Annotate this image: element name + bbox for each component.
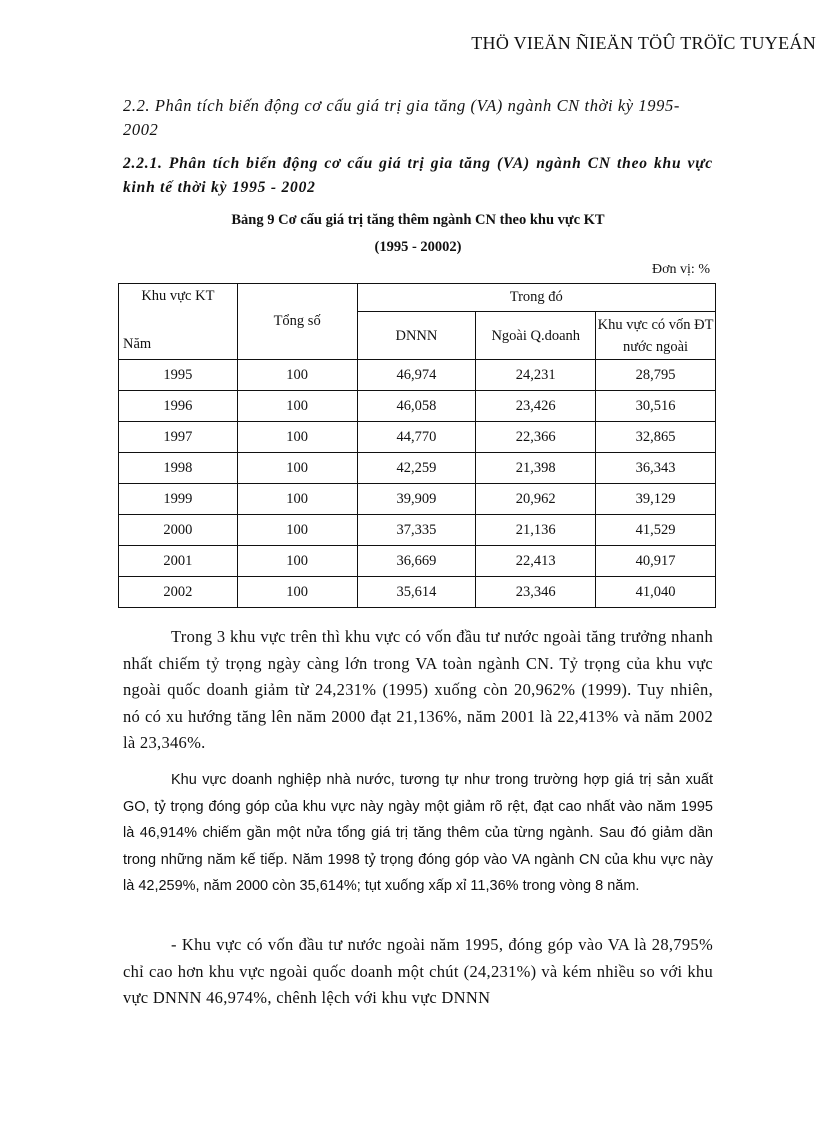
table-row (119, 360, 716, 391)
table-cell: 100 (237, 360, 357, 391)
header-tong-so: Tổng số (237, 284, 357, 360)
header-cell-khu-vuc (119, 284, 238, 360)
table-cell: 1996 (119, 391, 238, 422)
paragraph-3: - Khu vực có vốn đầu tư nước ngoài năm 1995, đóng góp vào VA là 28,795% chỉ cao hơn khu vực ngoài quốc doanh một chút (24,231%) và kém nhiều so với khu vực DNNN 46,974%, chênh lệch với khu vực DNNN (123, 935, 713, 1007)
table-cell: 23,426 (476, 391, 596, 422)
table-cell: 36,343 (596, 453, 716, 484)
running-header: THÖ VIEÄN ÑIEÄN TÖÛ TRÖÏC TUYEÁN (471, 33, 816, 53)
table-cell: 41,529 (596, 515, 716, 546)
table-unit: Đơn vị: % (652, 262, 710, 277)
table-cell: 39,909 (357, 484, 476, 515)
table-row (119, 515, 716, 546)
table-cell: 1995 (119, 360, 238, 391)
table-cell: 24,231 (476, 360, 596, 391)
table-cell: 2001 (119, 546, 238, 577)
table-cell: 28,795 (596, 360, 716, 391)
table-cell: 21,136 (476, 515, 596, 546)
table-cell: 100 (237, 515, 357, 546)
table-cell: 1999 (119, 484, 238, 515)
table-cell: 46,974 (357, 360, 476, 391)
table-cell: 100 (237, 577, 357, 608)
table-cell: 100 (237, 422, 357, 453)
table-row (119, 391, 716, 422)
table-cell: 32,865 (596, 422, 716, 453)
table-cell: 37,335 (357, 515, 476, 546)
subsection-heading: 2.2.1. Phân tích biến động cơ cấu giá trị gia tăng (VA) ngành CN theo khu vực kinh tế thời kỳ 1995 - 2002 (123, 155, 713, 196)
table-cell: 46,058 (357, 391, 476, 422)
table-cell: 40,917 (596, 546, 716, 577)
table-cell: 100 (237, 391, 357, 422)
header-fdi: Khu vực có vốn ĐT nước ngoài (596, 312, 716, 360)
table-caption: Bảng 9 Cơ cấu giá trị tăng thêm ngành CN theo khu vực KT (231, 212, 605, 228)
table-row (119, 484, 716, 515)
table-cell: 100 (237, 546, 357, 577)
table-cell: 100 (237, 453, 357, 484)
table-cell: 100 (237, 484, 357, 515)
paragraph-1: Trong 3 khu vực trên thì khu vực có vốn đầu tư nước ngoài tăng trưởng nhanh nhất chiếm tỷ trọng ngày càng lớn trong VA toàn ngành CN. Tỷ trọng của khu vực ngoài quốc doanh giảm từ 24,231% (1995) xuống còn 20,962% (1999). Tuy nhiên, nó có xu hướng tăng lên năm 2000 đạt 21,136%, năm 2001 là 22,413% và năm 2002 là 23,346%. (123, 627, 713, 752)
table-cell: 42,259 (357, 453, 476, 484)
section-heading: 2.2. Phân tích biến động cơ cấu giá trị gia tăng (VA) ngành CN thời kỳ 1995-2002 (123, 96, 680, 139)
table-cell: 22,413 (476, 546, 596, 577)
paragraph-2: Khu vực doanh nghiệp nhà nước, tương tự như trong trường hợp giá trị sản xuất GO, tỷ trọng đóng góp của khu vực này ngày một giảm rõ rệt, đạt cao nhất vào năm 1995 là 46,914% chiếm gần một nửa tổng giá trị tăng thêm của từng ngành. Sau đó giảm dần trong những năm kế tiếp. Năm 1998 tỷ trọng đóng góp vào VA ngành CN của khu vực này là 42,259%, năm 2000 còn 35,614%; tụt xuống xấp xỉ 11,36% trong vòng 8 năm. (123, 772, 713, 894)
header-khu-vuc: Khu vực KT (141, 288, 215, 304)
header-dnnn: DNNN (357, 312, 476, 360)
table-cell: 36,669 (357, 546, 476, 577)
table-cell: 23,346 (476, 577, 596, 608)
header-trong-do: Trong đó (357, 284, 715, 312)
table-cell: 35,614 (357, 577, 476, 608)
table-row (119, 577, 716, 608)
table-cell: 2002 (119, 577, 238, 608)
table-cell: 1997 (119, 422, 238, 453)
header-nam: Năm (123, 336, 152, 352)
table-cell: 20,962 (476, 484, 596, 515)
table-row (119, 546, 716, 577)
table-cell: 22,366 (476, 422, 596, 453)
table-subcaption: (1995 - 20002) (374, 239, 462, 255)
table-cell: 41,040 (596, 577, 716, 608)
data-table (118, 283, 716, 608)
table-row (119, 453, 716, 484)
table-cell: 1998 (119, 453, 238, 484)
table-cell: 2000 (119, 515, 238, 546)
table-cell: 30,516 (596, 391, 716, 422)
table-row (119, 422, 716, 453)
table-cell: 21,398 (476, 453, 596, 484)
table-cell: 44,770 (357, 422, 476, 453)
table-cell: 39,129 (596, 484, 716, 515)
header-ngoai-qd: Ngoài Q.doanh (476, 312, 596, 360)
